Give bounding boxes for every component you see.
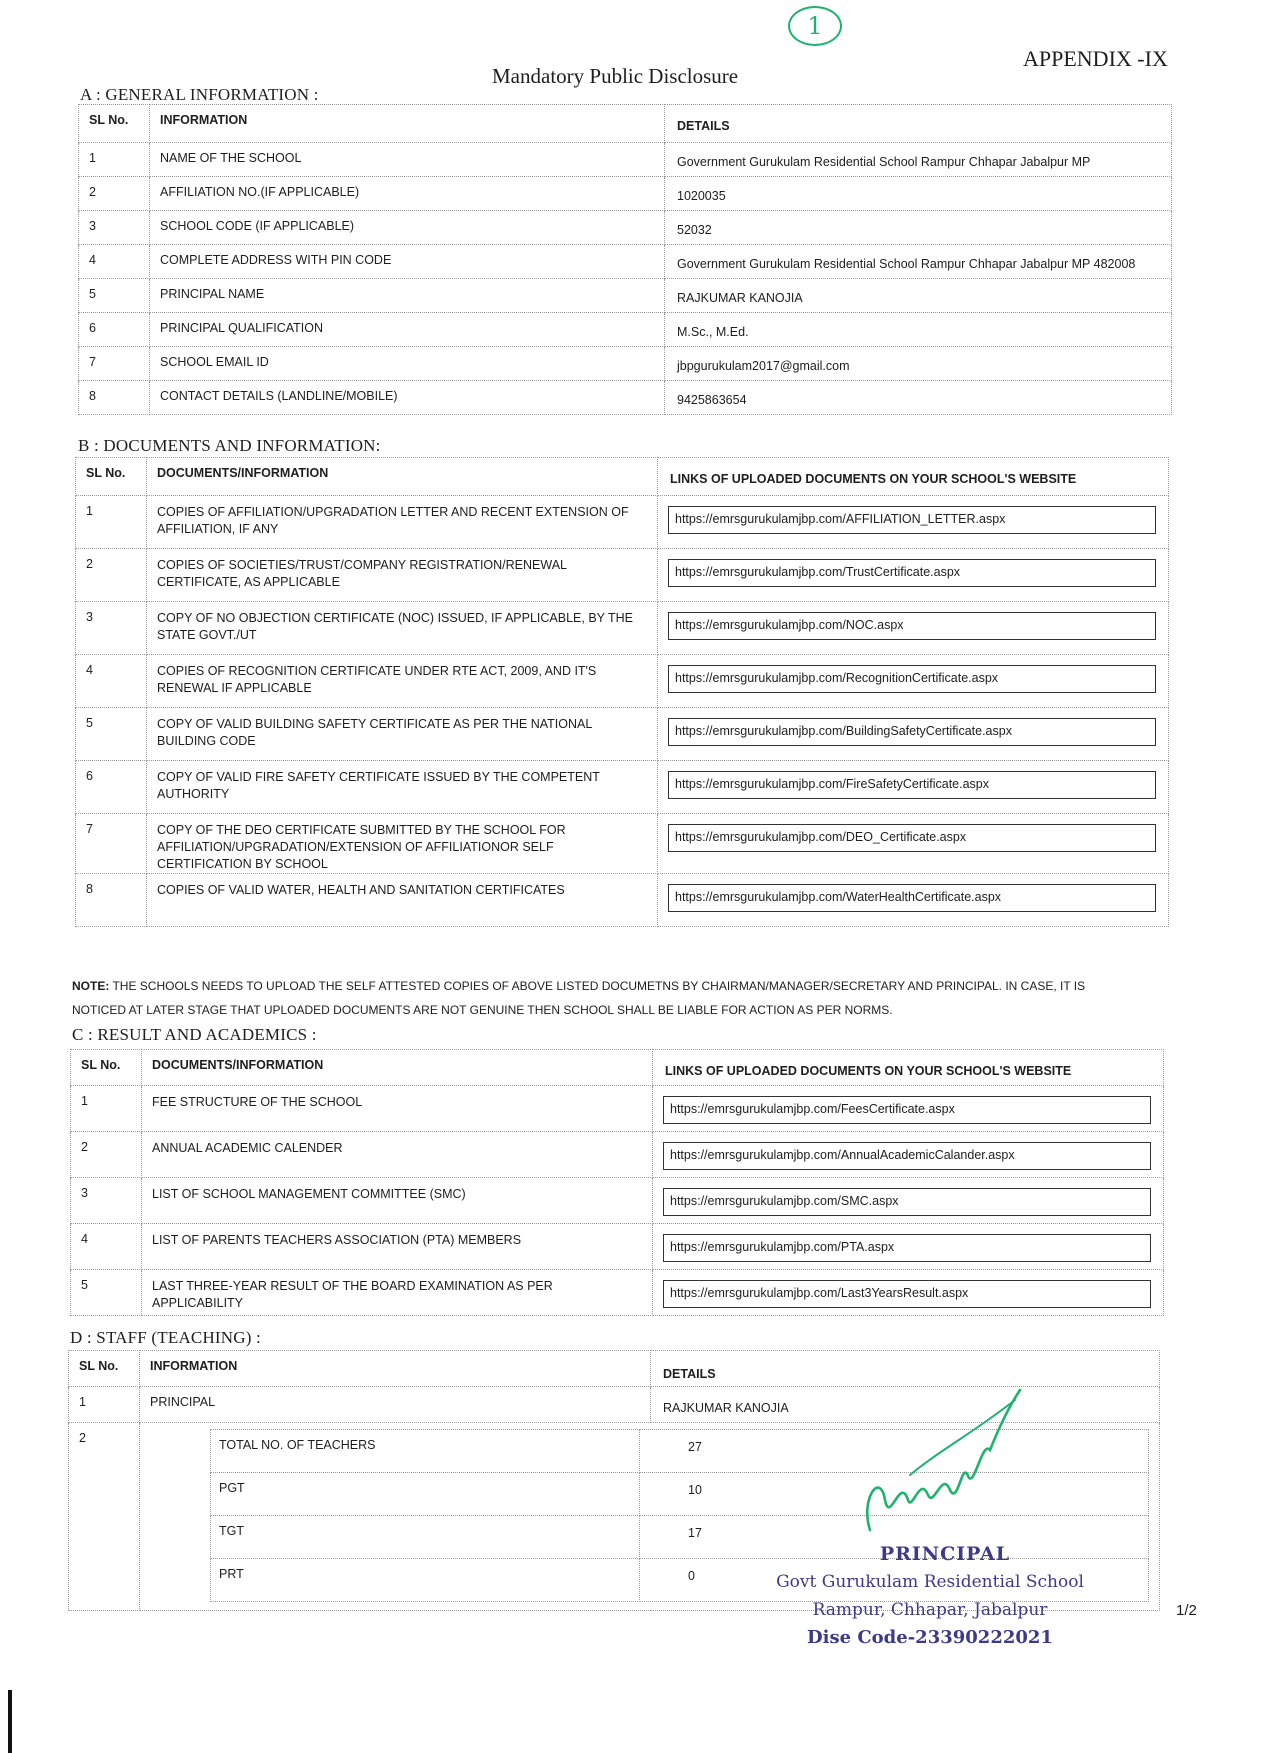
teacher-count-cell: 17 [640, 1516, 1149, 1559]
document-link[interactable]: https://emrsgurukulamjbp.com/TrustCertificate.aspx [668, 559, 1156, 587]
appendix-label: APPENDIX -IX [1023, 46, 1168, 71]
table-row [76, 814, 1169, 874]
table-row [71, 1086, 1164, 1132]
principal-signature [850, 1380, 1030, 1540]
link-cell [658, 874, 1169, 927]
info-cell: PRINCIPAL NAME [150, 279, 665, 313]
details-cell: RAJKUMAR KANOJIA [665, 279, 1172, 313]
link-cell [658, 655, 1169, 708]
table-row [76, 874, 1169, 927]
sl-cell: 2 [69, 1423, 140, 1611]
document-link[interactable]: https://emrsgurukulamjbp.com/Last3YearsResult.aspx [663, 1280, 1151, 1308]
table-row [79, 313, 1172, 347]
sl-cell: 5 [79, 279, 150, 313]
sl-cell: 7 [79, 347, 150, 381]
document-name-cell: ANNUAL ACADEMIC CALENDER [142, 1132, 653, 1178]
sl-cell: 1 [69, 1387, 140, 1423]
sl-cell: 1 [79, 143, 150, 177]
teacher-count-cell: 27 [640, 1430, 1149, 1473]
link-cell [653, 1086, 1164, 1132]
document-name-cell: COPY OF NO OBJECTION CERTIFICATE (NOC) ISSUED, IF APPLICABLE, BY THE STATE GOVT./UT [147, 602, 658, 655]
table-row [79, 177, 1172, 211]
link-cell [658, 814, 1169, 874]
details-cell: 9425863654 [665, 381, 1172, 415]
sl-cell: 6 [79, 313, 150, 347]
stamp-dise-code: Dise Code-23390222021 [807, 1627, 1053, 1648]
page-title: Mandatory Public Disclosure [492, 64, 739, 88]
sl-cell: 4 [71, 1224, 142, 1270]
details-cell: 1020035 [665, 177, 1172, 211]
binder-mark [8, 1690, 12, 1753]
col-links-header: LINKS OF UPLOADED DOCUMENTS ON YOUR SCHOOL'S WEBSITE [653, 1050, 1164, 1086]
col-info-header: INFORMATION [150, 105, 665, 143]
sl-cell: 5 [71, 1270, 142, 1316]
general-info-table [78, 104, 1172, 415]
details-cell: RAJKUMAR KANOJIA [651, 1387, 1160, 1423]
table-row [76, 708, 1169, 761]
upload-note [72, 974, 1142, 1022]
table-row [76, 602, 1169, 655]
sl-cell: 2 [79, 177, 150, 211]
link-cell [658, 496, 1169, 549]
table-row [79, 381, 1172, 415]
teacher-category-cell: PGT [211, 1473, 640, 1516]
info-cell: PRINCIPAL [140, 1387, 651, 1423]
details-cell: jbpgurukulam2017@gmail.com [665, 347, 1172, 381]
section-b-heading: B : DOCUMENTS AND INFORMATION: [78, 436, 381, 455]
col-documents-header: DOCUMENTS/INFORMATION [147, 458, 658, 496]
stamp-title: PRINCIPAL [879, 1543, 1011, 1565]
document-name-cell: FEE STRUCTURE OF THE SCHOOL [142, 1086, 653, 1132]
sl-cell: 8 [79, 381, 150, 415]
stamp-school: Govt Gurukulam Residential School [776, 1572, 1084, 1592]
table-row [79, 347, 1172, 381]
sl-cell: 2 [71, 1132, 142, 1178]
sl-cell: 4 [79, 245, 150, 279]
table-row [76, 655, 1169, 708]
table-row [71, 1132, 1164, 1178]
note-text: THE SCHOOLS NEEDS TO UPLOAD THE SELF ATTESTED COPIES OF ABOVE LISTED DOCUMETNS BY CHAIRMAN/MANAGER/SECRETARY AND PRINCIPAL. IN CASE, IT IS NOTICED AT LATER STAGE THAT UPLOADED DOCUMENTS ARE NOT GENUINE THEN SCHOOL SHALL BE LIABLE FOR ACTION AS PER NORMS. [72, 979, 1086, 1017]
section-c-heading: C : RESULT AND ACADEMICS : [72, 1025, 317, 1044]
col-sl-header: SL No. [76, 458, 147, 496]
document-name-cell: COPY OF THE DEO CERTIFICATE SUBMITTED BY THE SCHOOL FOR AFFILIATION/UPGRADATION/EXTENSION OF AFFILIATIONOR SELF CERTIFICATION BY SCHOOL [147, 814, 658, 874]
col-details-header: DETAILS [651, 1351, 1160, 1387]
sl-cell: 1 [76, 496, 147, 549]
document-name-cell: COPIES OF AFFILIATION/UPGRADATION LETTER AND RECENT EXTENSION OF AFFILIATION, IF ANY [147, 496, 658, 549]
note-label: NOTE: [72, 979, 110, 993]
principal-stamp [760, 1540, 1100, 1652]
link-cell [653, 1224, 1164, 1270]
sl-cell: 1 [71, 1086, 142, 1132]
section-a-heading: A : GENERAL INFORMATION : [80, 85, 319, 104]
col-sl-header: SL No. [71, 1050, 142, 1086]
table-row [79, 279, 1172, 313]
link-cell [653, 1178, 1164, 1224]
details-cell: Government Gurukulam Residential School Rampur Chhapar Jabalpur MP 482008 [665, 245, 1172, 279]
table-row [79, 143, 1172, 177]
link-cell [658, 708, 1169, 761]
table-row [76, 496, 1169, 549]
results-academics-table [70, 1049, 1164, 1316]
document-link[interactable]: https://emrsgurukulamjbp.com/FeesCertificate.aspx [663, 1096, 1151, 1124]
info-cell: AFFILIATION NO.(IF APPLICABLE) [150, 177, 665, 211]
document-name-cell: COPY OF VALID FIRE SAFETY CERTIFICATE ISSUED BY THE COMPETENT AUTHORITY [147, 761, 658, 814]
document-name-cell: COPIES OF VALID WATER, HEALTH AND SANITATION CERTIFICATES [147, 874, 658, 927]
document-name-cell: COPIES OF SOCIETIES/TRUST/COMPANY REGISTRATION/RENEWAL CERTIFICATE, AS APPLICABLE [147, 549, 658, 602]
info-cell: CONTACT DETAILS (LANDLINE/MOBILE) [150, 381, 665, 415]
sl-cell: 6 [76, 761, 147, 814]
col-details-header: DETAILS [665, 105, 1172, 143]
sl-cell: 3 [79, 211, 150, 245]
col-info-header: INFORMATION [140, 1351, 651, 1387]
document-name-cell: LIST OF SCHOOL MANAGEMENT COMMITTEE (SMC) [142, 1178, 653, 1224]
document-name-cell: LIST OF PARENTS TEACHERS ASSOCIATION (PTA) MEMBERS [142, 1224, 653, 1270]
document-link[interactable]: https://emrsgurukulamjbp.com/AFFILIATION_LETTER.aspx [668, 506, 1156, 534]
section-d-heading: D : STAFF (TEACHING) : [70, 1328, 261, 1347]
page-number-mark: 1 [788, 6, 842, 46]
sl-cell: 4 [76, 655, 147, 708]
teacher-category-cell: PRT [211, 1559, 640, 1602]
document-link[interactable]: https://emrsgurukulamjbp.com/SMC.aspx [663, 1188, 1151, 1216]
teacher-category-cell: TGT [211, 1516, 640, 1559]
stamp-address: Rampur, Chhapar, Jabalpur [812, 1600, 1048, 1620]
teacher-count-cell: 10 [640, 1473, 1149, 1516]
document-link[interactable]: https://emrsgurukulamjbp.com/AnnualAcademicCalander.aspx [663, 1142, 1151, 1170]
document-link[interactable]: https://emrsgurukulamjbp.com/RecognitionCertificate.aspx [668, 665, 1156, 693]
info-cell: SCHOOL CODE (IF APPLICABLE) [150, 211, 665, 245]
teacher-category-cell: TOTAL NO. OF TEACHERS [211, 1430, 640, 1473]
col-sl-header: SL No. [69, 1351, 140, 1387]
link-cell [658, 761, 1169, 814]
document-link[interactable]: https://emrsgurukulamjbp.com/FireSafetyCertificate.aspx [668, 771, 1156, 799]
table-row [79, 211, 1172, 245]
document-name-cell: LAST THREE-YEAR RESULT OF THE BOARD EXAMINATION AS PER APPLICABILITY [142, 1270, 653, 1316]
info-cell: NAME OF THE SCHOOL [150, 143, 665, 177]
document-name-cell: COPIES OF RECOGNITION CERTIFICATE UNDER RTE ACT, 2009, AND IT'S RENEWAL IF APPLICABLE [147, 655, 658, 708]
link-cell [653, 1132, 1164, 1178]
sl-cell: 2 [76, 549, 147, 602]
info-cell: PRINCIPAL QUALIFICATION [150, 313, 665, 347]
details-cell: Government Gurukulam Residential School Rampur Chhapar Jabalpur MP [665, 143, 1172, 177]
sl-cell: 7 [76, 814, 147, 874]
sl-cell: 5 [76, 708, 147, 761]
table-row [76, 761, 1169, 814]
col-links-header: LINKS OF UPLOADED DOCUMENTS ON YOUR SCHOOL'S WEBSITE [658, 458, 1169, 496]
document-link[interactable]: https://emrsgurukulamjbp.com/WaterHealthCertificate.aspx [668, 884, 1156, 912]
info-cell: COMPLETE ADDRESS WITH PIN CODE [150, 245, 665, 279]
details-cell: 52032 [665, 211, 1172, 245]
document-link[interactable]: https://emrsgurukulamjbp.com/NOC.aspx [668, 612, 1156, 640]
link-cell [658, 549, 1169, 602]
table-row [79, 245, 1172, 279]
document-name-cell: COPY OF VALID BUILDING SAFETY CERTIFICATE AS PER THE NATIONAL BUILDING CODE [147, 708, 658, 761]
page-count: 1/2 [1176, 1602, 1197, 1619]
link-cell [658, 602, 1169, 655]
document-link[interactable]: https://emrsgurukulamjbp.com/BuildingSafetyCertificate.aspx [668, 718, 1156, 746]
document-link[interactable]: https://emrsgurukulamjbp.com/PTA.aspx [663, 1234, 1151, 1262]
sl-cell: 3 [71, 1178, 142, 1224]
col-documents-header: DOCUMENTS/INFORMATION [142, 1050, 653, 1086]
link-cell [653, 1270, 1164, 1316]
details-cell: M.Sc., M.Ed. [665, 313, 1172, 347]
sl-cell: 3 [76, 602, 147, 655]
table-row [76, 549, 1169, 602]
table-row [71, 1178, 1164, 1224]
sl-cell: 8 [76, 874, 147, 927]
col-sl-header: SL No. [79, 105, 150, 143]
table-row [71, 1224, 1164, 1270]
teacher-count-cell: 0 [640, 1559, 1149, 1602]
document-link[interactable]: https://emrsgurukulamjbp.com/DEO_Certificate.aspx [668, 824, 1156, 852]
table-row [71, 1270, 1164, 1316]
documents-table [75, 457, 1169, 927]
info-cell: SCHOOL EMAIL ID [150, 347, 665, 381]
